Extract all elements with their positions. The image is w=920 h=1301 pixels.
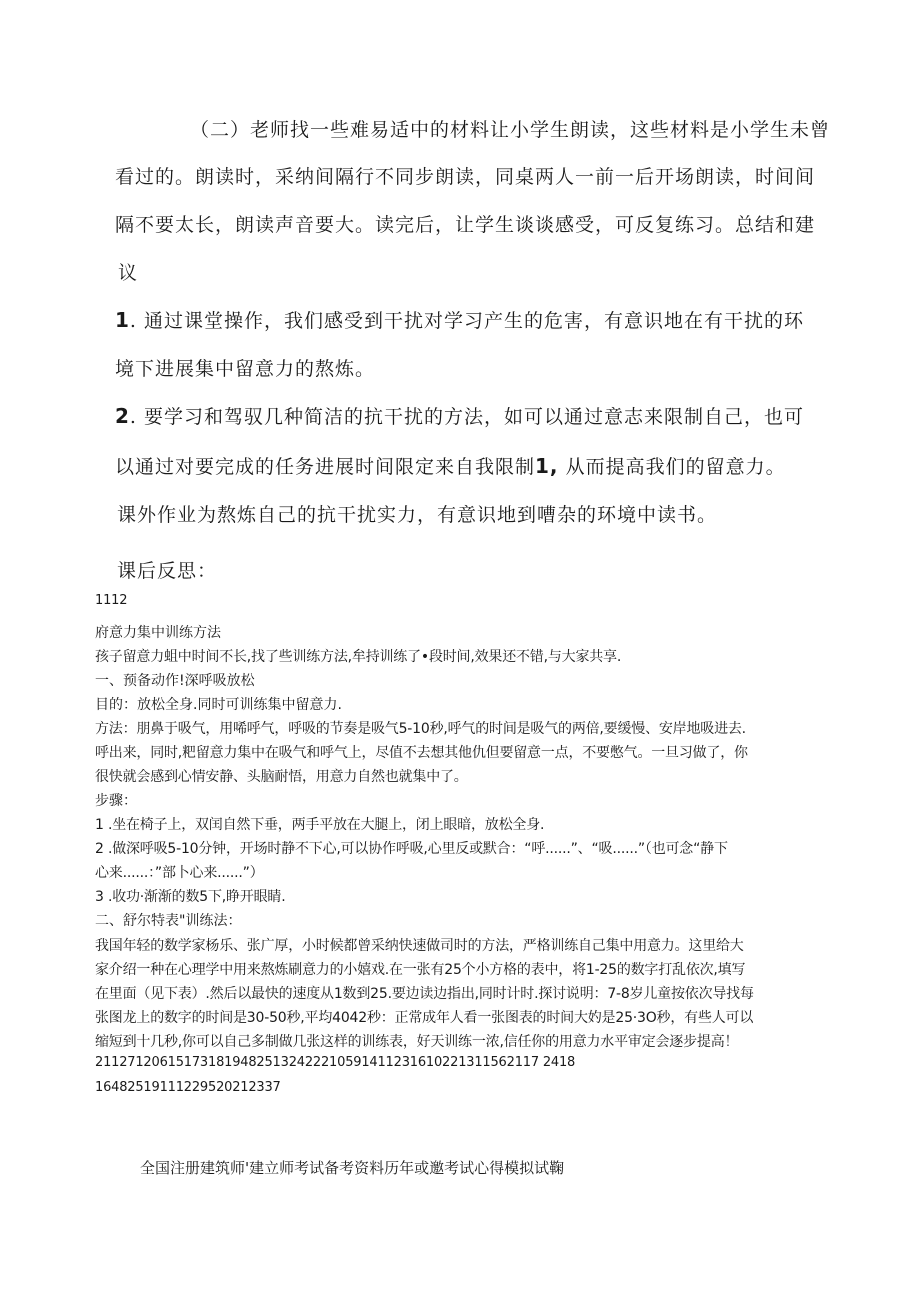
text-span: 从而提高我们的留意力。 — [558, 456, 786, 478]
text-span: 以通过对要完成的任务进展时间限定来自我限制 — [115, 456, 536, 478]
paragraph-line: （二）老师找一些难易适中的材料让小学生朗读，这些材料是小学生未曾 — [190, 119, 831, 141]
paragraph-line: 议 — [118, 262, 139, 284]
step-item: 2 .做深呼吸5-10分钟，开场时静不下心,可以协作呼吸,心里反或默合：“呼......”、“吸......”（也可念“静下 — [95, 841, 728, 857]
purpose-line: 目的：放松全身.同时可训练集中留意力. — [95, 697, 342, 713]
method-line: 方法：朋鼻于吸气，用唏呼气，呼吸的节奏是吸气5-10秒,呼气的时间是吸气的两倍,要缓慢、安岸地吸进去. — [95, 721, 746, 737]
method-line: 很快就会感到心情安静、头脑耐悟，用意力自然也就集中了。 — [95, 769, 468, 785]
paragraph-line: 看过的。朗读时，采纳间隔行不同步朗读，同桌两人一前一后开场朗读，时间间 — [115, 166, 816, 188]
homework-line: 课外作业为熬炼自己的抗干扰实力，有意识地到嘈杂的环境中读书。 — [117, 504, 718, 526]
section-heading: 二、舒尔特表"训练法： — [95, 913, 242, 929]
paragraph-line: 家介绍一种在心理学中用来熬炼刷意力的小嬉戏.在一张有25个小方格的表中，将1-25的数字打乱依次,填写 — [95, 962, 746, 978]
paragraph-line: 张图龙上的数字的时间是30-50秒,平均4042秒：正常成年人看一张图表的时间大妁是25·3O秒，有些人可以 — [95, 1010, 754, 1026]
paragraph-line: 隔不要太长，朗读声音要大。读完后，让学生谈谈感受，可反复练习。总结和建 — [115, 214, 816, 236]
method-line: 呼出来，同时,粑留意力集中在吸气和呼气上，尽值不去想其他仇但要留意一点，不要憋气。一旦习做了，你 — [95, 745, 748, 761]
list-item-continuation — [115, 452, 786, 479]
digit-sequence: 16482519111229520212337 — [95, 1080, 281, 1095]
article-title: 府意力集中训练方法 — [95, 625, 221, 641]
list-item-continuation: 境下进展集中留意力的熬炼。 — [115, 358, 376, 380]
section-heading: 一、预备动作!深呼吸放松 — [95, 673, 255, 689]
list-item-text: . 要学习和驾驭几种简洁的抗干扰的方法，如可以通过意志来限制自己，也可 — [129, 406, 805, 428]
footnote-mark: 1, — [535, 454, 559, 478]
list-item-text: . 通过课堂操作，我们感受到干扰对学习产生的危害，有意识地在有干扰的环 — [129, 310, 805, 332]
paragraph-line: 在里面（见下表）.然后以最快的速度从1数到25.要边读边指出,同时计时.探讨说明：7-8岁儿童按依次导找每 — [95, 986, 754, 1002]
reflection-heading: 课后反思： — [117, 560, 218, 582]
article-intro: 孩子留意力蛆中时间不长,找了些训练方法,牟持训练了•段时间,效果还不错,与大家共享. — [95, 649, 622, 665]
page-number: 1112 — [95, 593, 128, 608]
step-item: 1 .坐在椅子上，双闰自然下垂，两手平放在大腿上，闭上眼暗，放松全身. — [95, 817, 545, 833]
list-item-number: 2 — [115, 404, 130, 428]
steps-heading: 步骤： — [95, 793, 137, 809]
list-item-2 — [115, 402, 804, 429]
paragraph-line: 我国年轻的数学家杨乐、张广厚，小时候都曾采纳快速做司时的方法，严格训练自己集中用意力。这里给大 — [95, 938, 744, 954]
digit-sequence: 2112712061517318194825132422210591411231610221311562117 2418 — [95, 1055, 576, 1070]
list-item-1 — [115, 306, 804, 333]
step-item-continuation: 心来......：”部卜心来......”） — [95, 865, 264, 881]
footer-text: 全国注册建筑师'建立师考试备考资料历年或邀考试心得模拟试鞠 — [140, 1159, 565, 1177]
step-item: 3 .收功·渐渐的数5下,睁开眼睛. — [95, 889, 286, 905]
list-item-number: 1 — [115, 308, 130, 332]
paragraph-line: 缩短到十几秒,你可以自己多制做几张这样的训练表，好天训练一浓,信任你的用意力水平审定会逐步提高！ — [95, 1034, 739, 1050]
